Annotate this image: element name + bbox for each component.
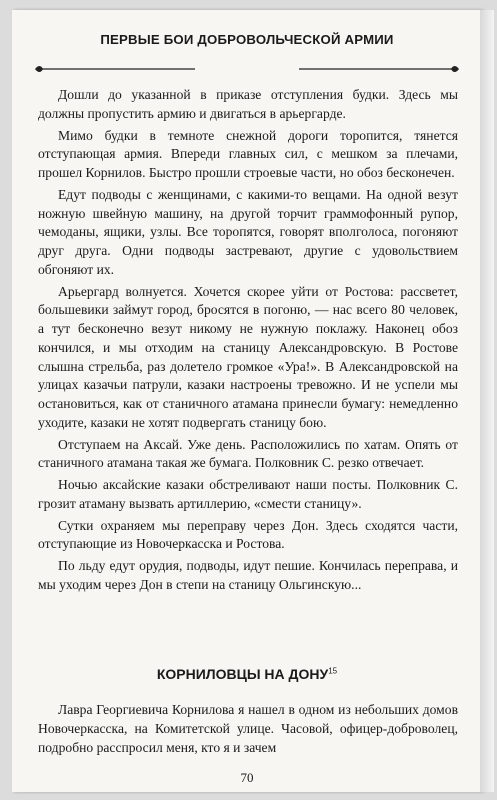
footnote-reference[interactable]: 15 <box>328 666 338 676</box>
section-body-text <box>38 700 458 757</box>
paragraph: Мимо будки в темноте снежной дороги торопится, тянется отступающая армия. Впереди главных сил, с мешком за плечами, прошел Корнилов. Быстро прошли строевые части, но обоз бесконечен. <box>38 127 458 180</box>
page-number: 70 <box>240 770 254 785</box>
body-text <box>38 86 458 598</box>
header-ornament-right <box>299 65 459 73</box>
section-title: КОРНИЛОВЦЫ НА ДОНУ <box>156 666 329 682</box>
paragraph: Отступаем на Аксай. Уже день. Расположились по хатам. Опять от станичного атамана такая же бумага. Полковник С. резко отвечает. <box>38 436 458 471</box>
book-page <box>12 10 482 792</box>
paragraph: Едут подводы с женщинами, с какими-то вещами. На одной везут ножную швейную машину, на другой торчит граммофонный рупор, чемоданы, ящики, узлы. Все торопятся, говорят вполголоса, погоняют друг друга. Одни подводы застревают, другие с удовольствием обгоняют их. <box>38 186 458 277</box>
paragraph: Дошли до указанной в приказе отступления будки. Здесь мы должны пропустить армию и двигаться в арьергарде. <box>38 87 458 121</box>
page-binding-shadow <box>480 10 494 792</box>
header-ornament-left <box>35 65 195 73</box>
running-header <box>27 32 467 58</box>
paragraph: Лавра Георгиевича Корнилова я нашел в одном из небольших домов Новочеркасска, на Комитетской улице. Часовой, офицер-доброволец, подробно расспросил меня, кто я и зачем <box>38 702 458 755</box>
paragraph: По льду едут орудия, подводы, идут пешие. Кончилась переправа, и мы уходим через Дон в степи на станицу Ольгинскую... <box>38 558 458 592</box>
paragraph: Ночью аксайские казаки обстреливают наши посты. Полковник С. грозит атаману вызвать артиллерию, «смести станицу». <box>38 477 458 511</box>
paragraph: Сутки охраняем мы переправу через Дон. Здесь сходятся части, отступающие из Новочеркасска и Ростова. <box>38 517 458 552</box>
paragraph: Арьергард волнуется. Хочется скорее уйти от Ростова: рассветет, большевики займут город, бросятся в погоню, — нас всего 80 человек, а тут бесконечно везут никому не нужную поклажу. Наконец обоз кончился, и мы отходим на станицу Александровскую. В Ростове слышна стрельба, раз долетело громкое «Ура!». В Александровской на улицах казачьи патрули, казаки настроены тревожно. И не успели мы остановиться, как от станичного атамана принесли бумагу: немедленно уходите, казаки не хотят подвергать станицу бою. <box>38 283 458 430</box>
running-title: ПЕРВЫЕ БОИ ДОБРОВОЛЬЧЕСКОЙ АРМИИ <box>100 32 394 47</box>
section-heading <box>12 666 482 682</box>
